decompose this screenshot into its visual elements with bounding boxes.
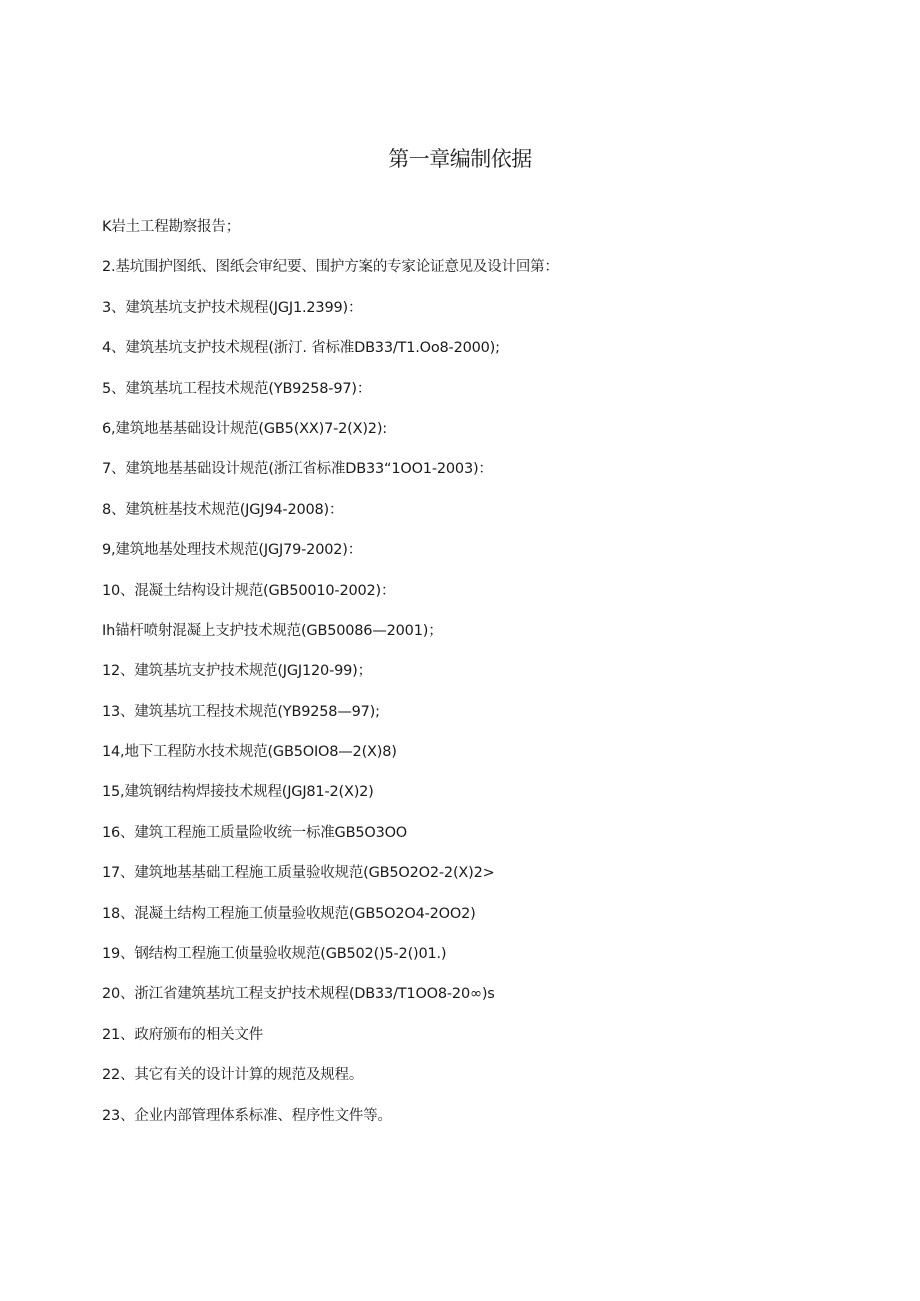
list-item: 14,地下工程防水技术规范(GB5OIO8—2(X)8)	[102, 744, 397, 761]
list-item: 2.基坑围护图纸、图纸会审纪要、围护方案的专家论证意见及设计回第：	[102, 259, 559, 276]
list-item: 7、建筑地基基础设计规范(浙江省标准DB33“1OO1-2003)：	[102, 461, 493, 478]
list-item: Ih锚杆喷射混凝上支护技术规范(GB50086—2001)；	[102, 622, 443, 639]
list-item: 6,建筑地基基础设计规范(GB5(XX)7-2(X)2):	[102, 420, 387, 437]
list-item: 22、其它有关的设计计算的规范及规程。	[102, 1067, 364, 1084]
list-item: 3、建筑基坑支护技术规程(JGJ1.2399)：	[102, 299, 363, 316]
list-item: 9,建筑地基处理技术规范(JGJ79-2002)：	[102, 542, 363, 559]
list-item: 17、建筑地基基础工程施工质量验收规范(GB5O2O2-2(X)2>	[102, 865, 495, 882]
list-item: 8、建筑桩基技术规范(JGJ94-2008)：	[102, 501, 344, 518]
list-item: 12、建筑基坑支护技术规范(JGJ120-99)；	[102, 663, 372, 680]
list-item: 16、建筑工程施工质量险收统一标准GB5O3OO	[102, 824, 408, 841]
list-item: 23、企业内部管理体系标准、程序性文件等。	[102, 1107, 392, 1124]
list-item: 4、建筑基坑支护技术规程(浙汀. 省标准DB33∕T1.Oo8-2000);	[102, 340, 500, 357]
list-item: 20、浙江省建筑基坑工程支护技术规程(DB33∕T1OO8-20∞)s	[102, 986, 495, 1003]
list-item: 5、建筑基坑工程技术规范(YB9258-97)：	[102, 380, 372, 397]
list-item: 18、混凝土结构工程施工侦量验收规范(GB5O2O4-2OO2)	[102, 905, 476, 922]
list-item: 13、建筑基坑工程技术规范(YB9258—97);	[102, 703, 380, 720]
chapter-title: 第一章编制依据	[388, 147, 532, 171]
list-item: K岩土工程勘察报告；	[102, 219, 241, 235]
reference-list	[102, 214, 559, 1143]
list-item: 15,建筑钢结构焊接技术规程(JGJ81-2(X)2)	[102, 784, 374, 801]
list-item: 10、混凝土结构设计规范(GB50010-2002)：	[102, 582, 396, 599]
list-item: 21、政府颁布的相关文件	[102, 1026, 264, 1043]
list-item: 19、钢结构工程施工侦量验收规范(GB502()5-2()01.)	[102, 946, 447, 963]
